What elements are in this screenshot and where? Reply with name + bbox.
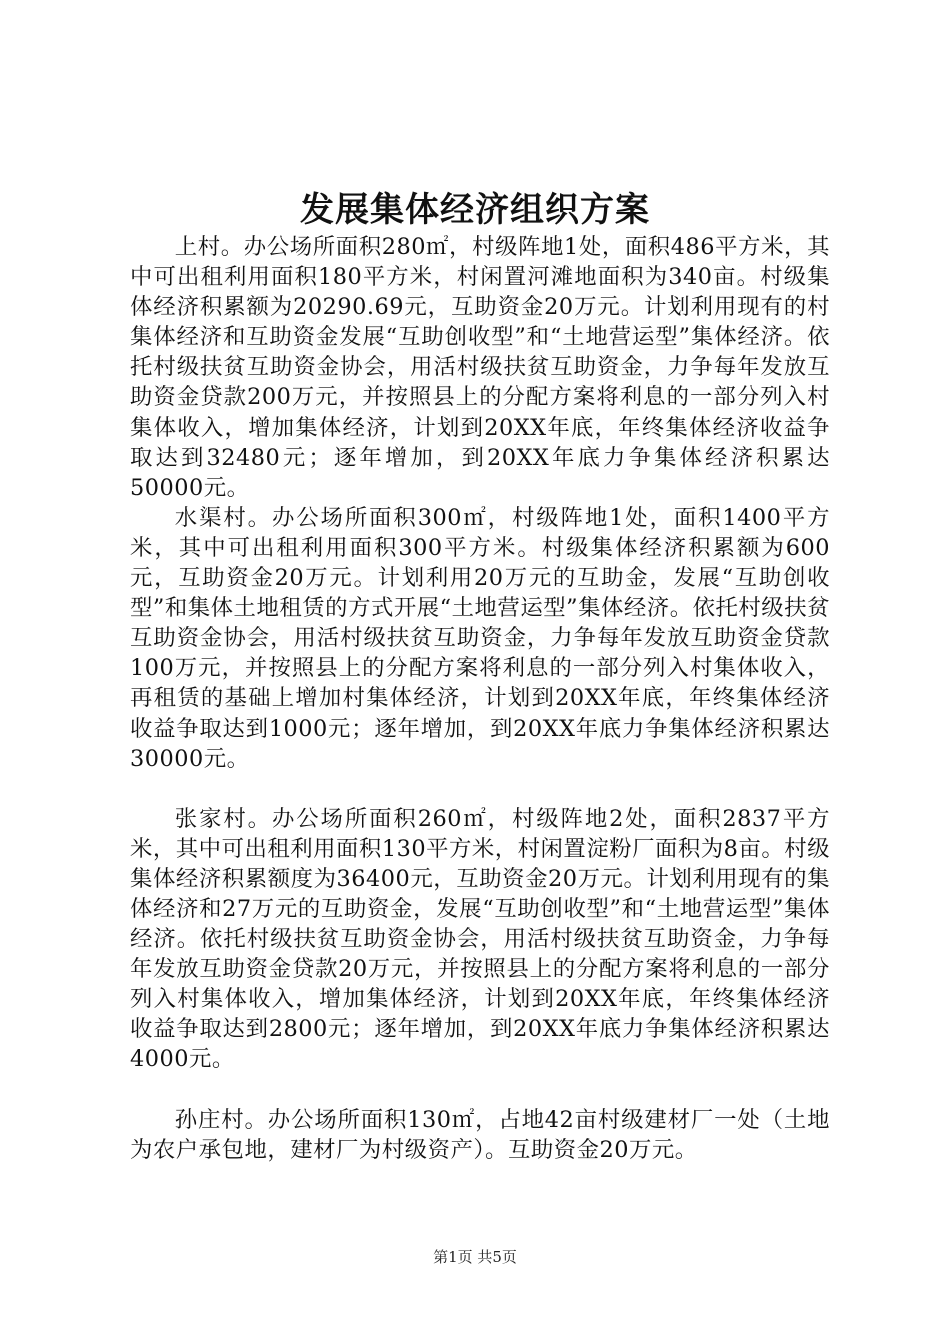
paragraph-spacer <box>130 1075 830 1105</box>
document-body <box>130 232 830 1165</box>
paragraph-shangcun: 上村。办公场所面积280㎡，村级阵地1处，面积486平方米，其中可出租利用面积180平方米，村闲置河滩地面积为340亩。村级集体经济积累额为20290.69元，互助资金20万元。计划利用现有的村集体经济和互助资金发展“互助创收型”和“土地营运型”集体经济。依托村级扶贫互助资金协会，用活村级扶贫互助资金，力争每年发放互助资金贷款200万元，并按照县上的分配方案将利息的一部分列入村集体收入，增加集体经济，计划到20XX年底，年终集体经济收益争取达到32480元；逐年增加，到20XX年底力争集体经济积累达50000元。 <box>130 234 830 501</box>
paragraph-spacer <box>130 774 830 804</box>
document-title: 发展集体经济组织方案 <box>300 190 650 230</box>
paragraph-shuiqucun: 水渠村。办公场所面积300㎡，村级阵地1处，面积1400平方米，其中可出租利用面积300平方米。村级集体经济积累额为600元，互助资金20万元。计划利用20万元的互助金，发展“互助创收型”和集体土地租赁的方式开展“土地营运型”集体经济。依托村级扶贫互助资金协会，用活村级扶贫互助资金，力争每年发放互助资金贷款100万元，并按照县上的分配方案将利息的一部分列入村集体收入，再租赁的基础上增加村集体经济，计划到20XX年底，年终集体经济收益争取达到1000元；逐年增加，到20XX年底力争集体经济积累达30000元。 <box>130 504 830 772</box>
paragraph-zhangjiacun: 张家村。办公场所面积260㎡，村级阵地2处，面积2837平方米，其中可出租利用面积130平方米，村闲置淀粉厂面积为8亩。村级集体经济积累额度为36400元，互助资金20万元。计划利用现有的集体经济和27万元的互助资金，发展“互助创收型”和“土地营运型”集体经济。依托村级扶贫互助资金协会，用活村级扶贫互助资金，力争每年发放互助资金贷款20万元，并按照县上的分配方案将利息的一部分列入村集体收入，增加集体经济，计划到20XX年底，年终集体经济收益争取达到2800元；逐年增加，到20XX年底力争集体经济积累达4000元。 <box>130 805 830 1073</box>
page-footer: 第1页 共5页 <box>433 1248 517 1266</box>
paragraph-sunzhuangcun: 孙庄村。办公场所面积130㎡，占地42亩村级建材厂一处（土地为农户承包地，建材厂为村级资产）。互助资金20万元。 <box>130 1106 830 1163</box>
